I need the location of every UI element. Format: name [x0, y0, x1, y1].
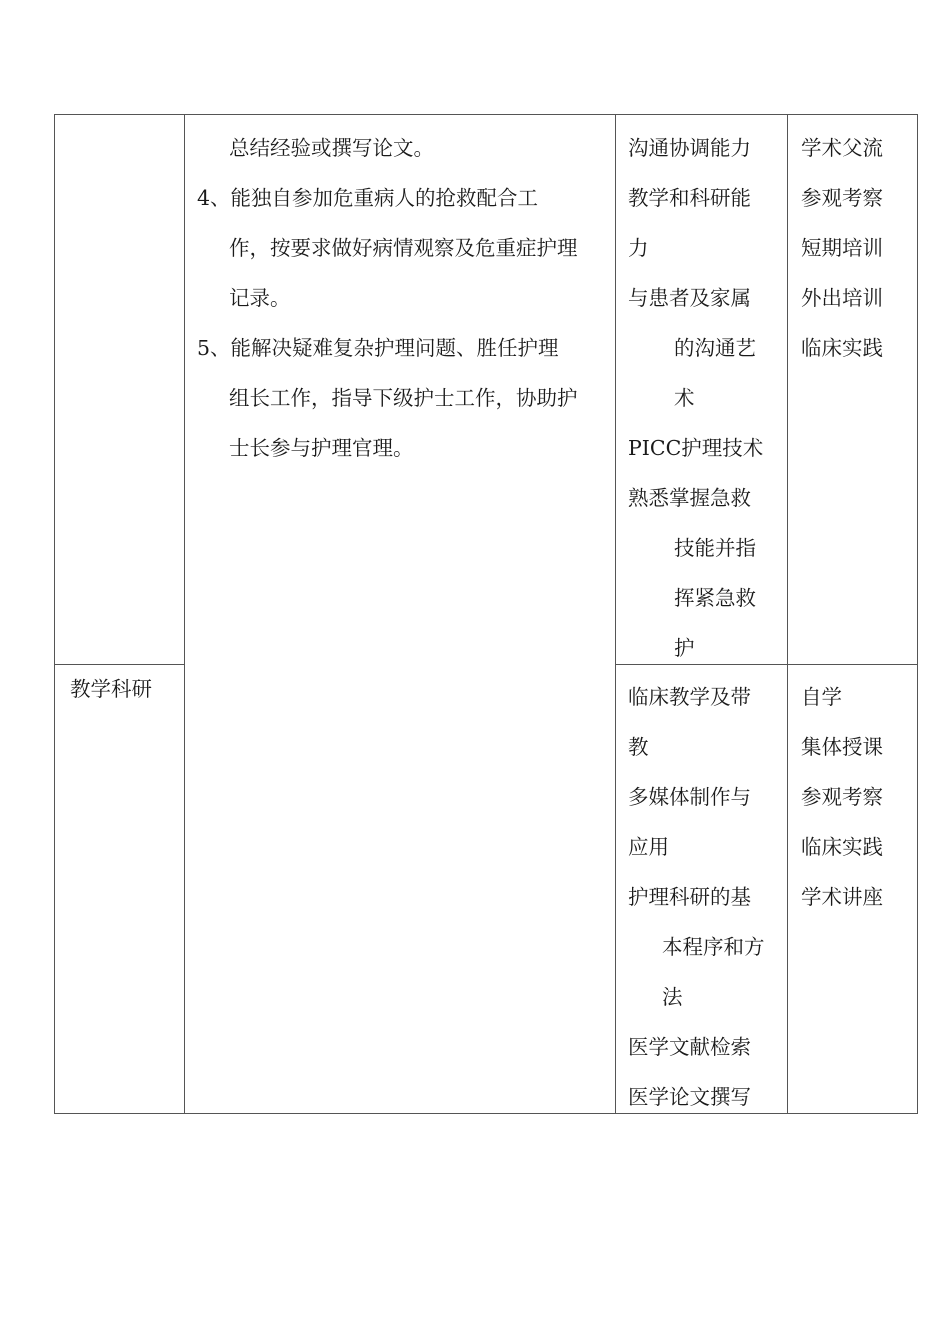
col-divider-2 — [615, 115, 616, 1113]
lower-content-line: 法 — [662, 985, 683, 1009]
upper-content-line: 挥紧急救 — [674, 586, 756, 610]
upper-method-line: 参观考察 — [801, 186, 883, 210]
requirement-line: 4、能独自参加危重病人的抢救配合工 — [197, 186, 539, 210]
requirement-line: 总结经验或撰写论文。 — [229, 136, 434, 160]
upper-content-cell — [628, 123, 763, 673]
upper-content-line: 技能并指 — [674, 536, 756, 560]
upper-content-line: 沟通协调能力 — [628, 136, 751, 160]
row-header-text: 教学科研 — [70, 677, 152, 701]
lower-methods-cell — [801, 672, 883, 922]
upper-content-line: 的沟通艺 — [674, 336, 756, 360]
lower-content-line: 应用 — [628, 835, 669, 859]
lower-content-line: 本程序和方 — [662, 935, 765, 959]
lower-content-line: 医学论文撰写 — [628, 1085, 751, 1109]
lower-content-line: 护理科研的基 — [628, 885, 751, 909]
requirement-line: 记录。 — [229, 286, 291, 310]
lower-method-line: 集体授课 — [801, 735, 883, 759]
lower-method-line: 临床实践 — [801, 835, 883, 859]
lower-content-cell — [628, 672, 765, 1122]
upper-methods-cell — [801, 123, 883, 373]
upper-method-line: 短期培训 — [801, 236, 883, 260]
upper-content-line: 力 — [628, 236, 649, 260]
requirement-line: 5、能解决疑难复杂护理问题、胜任护理 — [197, 336, 559, 360]
upper-method-line: 学术父流 — [801, 136, 883, 160]
upper-method-line: 临床实践 — [801, 336, 883, 360]
lower-method-line: 参观考察 — [801, 785, 883, 809]
upper-content-line: 护 — [674, 636, 695, 660]
upper-content-line: PICC护理技术 — [628, 436, 764, 460]
upper-content-line: 教学和科研能 — [628, 186, 751, 210]
requirement-line: 作，按要求做好病情观察及危重症护理 — [229, 236, 578, 260]
requirement-line: 组长工作，指导下级护士工作，协助护 — [229, 386, 578, 410]
lower-content-line: 多媒体制作与 — [628, 785, 751, 809]
lower-content-line: 教 — [628, 735, 649, 759]
upper-content-line: 术 — [674, 386, 695, 410]
lower-content-line: 临床教学及带 — [628, 685, 751, 709]
col-divider-1 — [184, 115, 185, 1113]
upper-method-line: 外出培训 — [801, 286, 883, 310]
requirements-cell — [197, 123, 578, 473]
training-table — [54, 114, 918, 1114]
col-divider-3 — [787, 115, 788, 1113]
requirement-line: 士长参与护理官理。 — [229, 436, 414, 460]
upper-content-line: 与患者及家属 — [628, 286, 751, 310]
lower-method-line: 自学 — [801, 685, 842, 709]
row-header — [70, 664, 152, 714]
upper-content-line: 熟悉掌握急救 — [628, 486, 751, 510]
lower-content-line: 医学文献检索 — [628, 1035, 751, 1059]
lower-method-line: 学术讲座 — [801, 885, 883, 909]
